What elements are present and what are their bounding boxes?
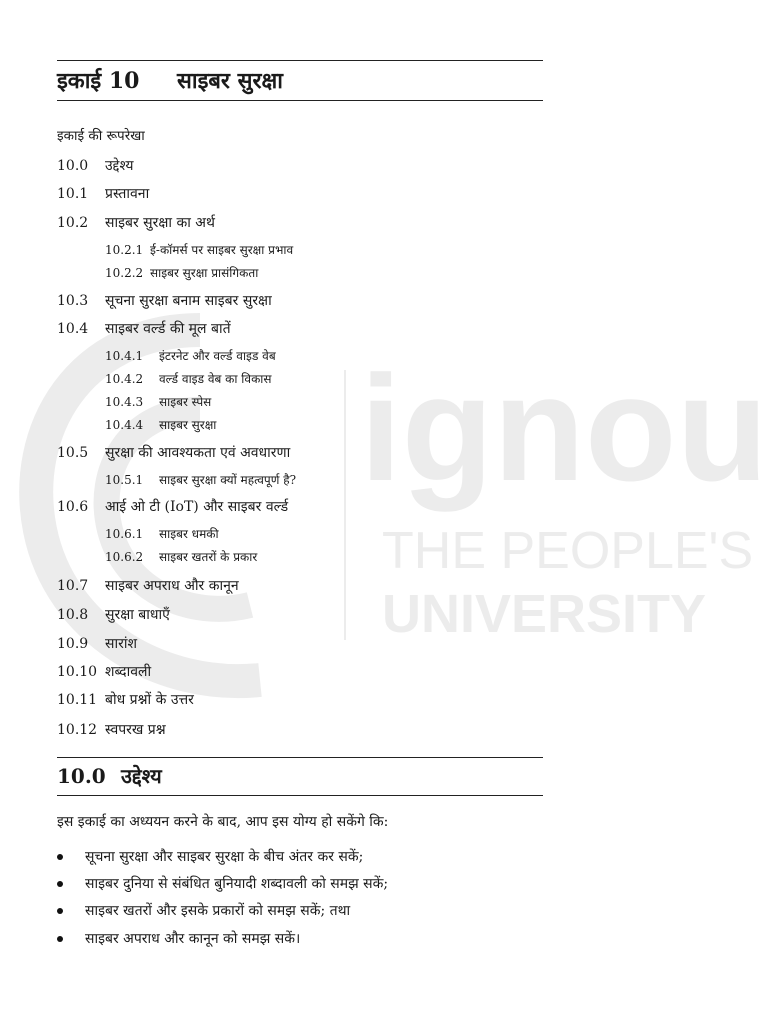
outline-item-text: प्रस्तावना [105, 186, 150, 202]
outline-item-text: साइबर सुरक्षा क्यों महत्वपूर्ण है? [159, 473, 297, 487]
outline-item-number: 10.3 [57, 293, 89, 309]
section-intro: इस इकाई का अध्ययन करने के बाद, आप इस योग्य हो सकेंगे कि: [57, 814, 389, 830]
section-bottom-rule [57, 795, 543, 796]
outline-item-text: साइबर अपराध और कानून [105, 578, 239, 594]
unit-title: साइबर सुरक्षा [177, 68, 283, 94]
outline-item-number: 10.10 [57, 664, 98, 680]
outline-item-number: 10.2 [57, 215, 89, 231]
section-title: उद्देश्य [121, 764, 162, 788]
outline-item-number: 10.7 [57, 578, 89, 594]
outline-item-number: 10.6 [57, 499, 89, 515]
outline-item-text: साइबर धमकी [159, 527, 219, 541]
outline-item-number: 10.2.1 [105, 243, 144, 257]
unit-heading-rule [57, 100, 543, 101]
outline-item-number: 10.11 [57, 692, 98, 708]
section-top-rule [57, 757, 543, 758]
outline-item-number: 10.0 [57, 158, 89, 174]
outline-item-number: 10.9 [57, 636, 89, 652]
objective-text: सूचना सुरक्षा और साइबर सुरक्षा के बीच अंतर कर सकें; [85, 849, 364, 865]
outline-item-number: 10.4.3 [105, 395, 144, 409]
bullet-icon [57, 881, 63, 887]
outline-item-number: 10.4.2 [105, 372, 144, 386]
outline-item-text: उद्देश्य [105, 158, 134, 174]
objective-text: साइबर खतरों और इसके प्रकारों को समझ सकें; तथा [85, 903, 351, 919]
top-rule [57, 60, 543, 61]
outline-item-text: साइबर खतरों के प्रकार [159, 550, 258, 564]
outline-item-text: बोध प्रश्नों के उत्तर [105, 692, 194, 708]
objective-text: साइबर अपराध और कानून को समझ सकें। [85, 931, 301, 947]
watermark-brand: ignou [360, 344, 768, 512]
outline-item-text: सुरक्षा की आवश्यकता एवं अवधारणा [105, 445, 291, 461]
outline-item-text: साइबर सुरक्षा का अर्थ [105, 215, 215, 231]
outline-item-text: साइबर सुरक्षा प्रासंगिकता [150, 266, 259, 280]
unit-heading [57, 64, 283, 98]
outline-item-text: साइबर वर्ल्ड की मूल बातें [105, 321, 231, 337]
outline-title: इकाई की रूपरेखा [57, 128, 145, 144]
outline-item-number: 10.2.2 [105, 266, 144, 280]
outline-item-number: 10.5 [57, 445, 89, 461]
bullet-icon [57, 936, 63, 942]
outline-item-text: आई ओ टी (IoT) और साइबर वर्ल्ड [105, 499, 289, 515]
outline-item-text: सारांश [105, 636, 137, 652]
outline-item-number: 10.6.1 [105, 527, 144, 541]
unit-number: इकाई 10 [57, 68, 140, 94]
outline-item-text: सूचना सुरक्षा बनाम साइबर सुरक्षा [105, 293, 272, 309]
outline-item-text: साइबर स्पेस [159, 395, 212, 409]
outline-item-number: 10.4.1 [105, 349, 144, 363]
watermark-tagline-1: THE PEOPLE'S [382, 522, 754, 580]
outline-item-number: 10.8 [57, 607, 89, 623]
outline-item-text: इंटरनेट और वर्ल्ड वाइड वेब [159, 349, 276, 363]
outline-item-number: 10.5.1 [105, 473, 144, 487]
section-number: 10.0 [57, 764, 106, 788]
watermark-tagline-2: UNIVERSITY [382, 584, 707, 644]
outline-item-text: स्वपरख प्रश्न [105, 722, 166, 738]
section-heading [57, 760, 162, 792]
outline-item-number: 10.12 [57, 722, 98, 738]
outline-item-number: 10.6.2 [105, 550, 144, 564]
outline-item-text: शब्दावली [105, 664, 152, 680]
outline-item-text: ई-कॉमर्स पर साइबर सुरक्षा प्रभाव [150, 243, 294, 257]
outline-item-text: साइबर सुरक्षा [159, 418, 217, 432]
outline-item-number: 10.4 [57, 321, 89, 337]
outline-item-text: वर्ल्ड वाइड वेब का विकास [159, 372, 272, 386]
bullet-icon [57, 854, 63, 860]
outline-item-number: 10.4.4 [105, 418, 144, 432]
outline-item-number: 10.1 [57, 186, 89, 202]
bullet-icon [57, 908, 63, 914]
outline-item-text: सुरक्षा बाधाएँ [105, 607, 170, 623]
objective-text: साइबर दुनिया से संबंधित बुनियादी शब्दावली को समझ सकें; [85, 876, 389, 892]
